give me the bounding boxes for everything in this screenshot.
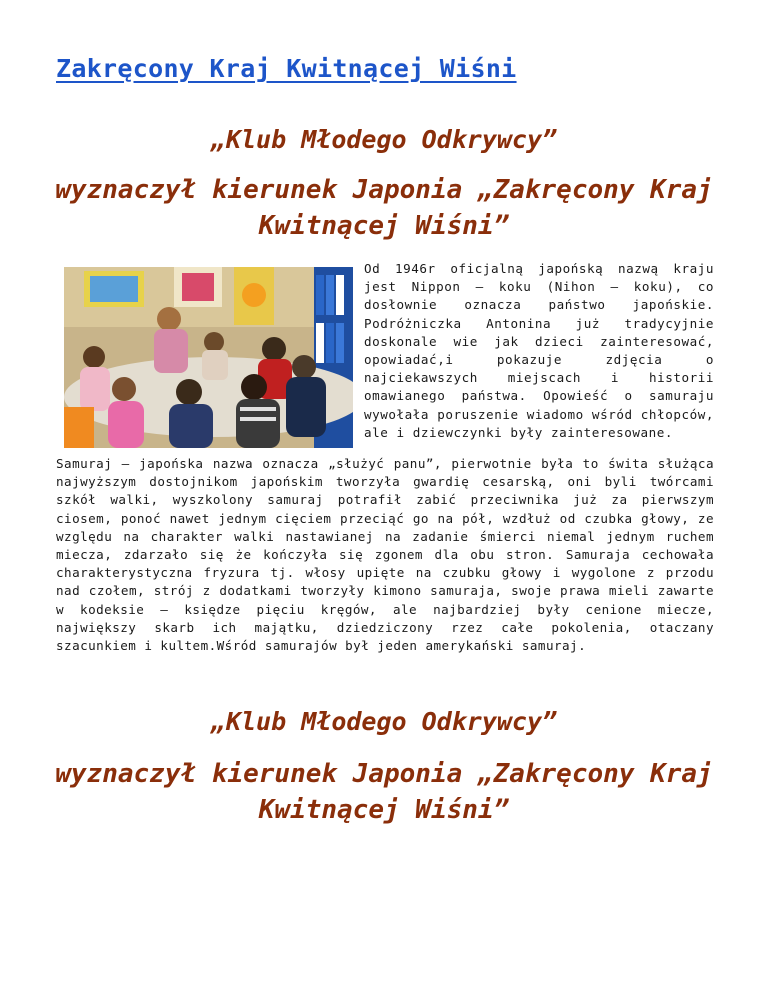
samurai-paragraph: Samuraj – japońska nazwa oznacza „służyć panu”, pierwotnie była to świta służąca najwyższym dostojnikom japońskim tworzyła gwardię cesarską, oni byli twórcami szkół walki, wyszkolony samuraj potrafił zabić przeciwnika już za pierwszym ciosem, ponoć nawet jednym cięciem przeciąć go na pół, wzdłuż od czubka głowy, ze względu na charakter walki nastawianej na zadanie śmierci niemal jednym ruchem miecza, zdarzało się że kończyła się zgonem dla obu stron. Samuraja cechowała charakterystyczna fryzura tj. włosy upięte na czubku głowy i wygolone z przodu nad czołem, strój z dodatkami tworzyły kimono samuraja, swoje prawa mieli zawarte w kodeksie – księdze pięciu kręgów, ale najbardziej były cenione miecze, największy skarb ich majątku, dziedziczony rzez całe pokolenia, otaczany szacunkiem i kultem.Wśród samurajów był jeden amerykański samuraj. (56, 456, 714, 654)
intro-paragraph: Od 1946r oficjalną japońską nazwą kraju jest Nippon – koku (Nihon – koku), co dosłownie oznacza państwo japońskie. Podróżniczka Antonina już tradycyjnie doskonale wie jak dzieci zainteresować, opowiadać,i pokazuje zdjęcia o najciekawszych miejscach i historii omawianego państwa. Opowieść o samuraju wywołała poruszenie wiadomo wśród chłopców, ale i dziewczynki były zainteresowane. (364, 261, 714, 440)
heading-direction: wyznaczył kierunek Japonia „Zakręcony Kraj Kwitnącej Wiśni” (55, 175, 713, 241)
children-classroom-photo (64, 267, 353, 448)
heading-club-name-repeat: „Klub Młodego Odkrywcy” (210, 707, 558, 736)
title-link[interactable]: Zakręcony Kraj Kwitnącej Wiśni (56, 54, 517, 83)
article-photo (64, 267, 353, 448)
heading-direction-repeat: wyznaczył kierunek Japonia „Zakręcony Kraj Kwitnącej Wiśni” (55, 759, 713, 825)
heading-club-name: „Klub Młodego Odkrywcy” (210, 125, 558, 154)
